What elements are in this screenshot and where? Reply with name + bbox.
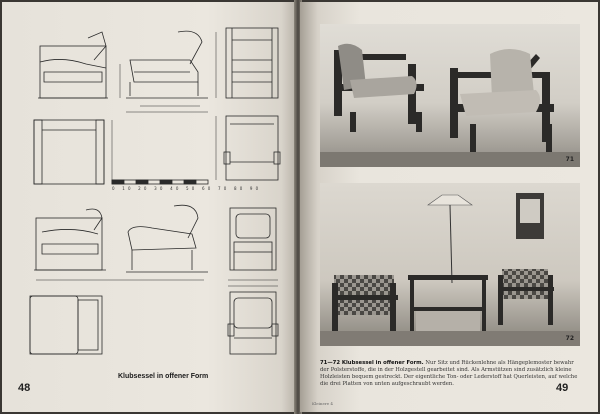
page-number-right: 49 (556, 382, 569, 394)
photo-armchairs (320, 24, 580, 167)
caption-text: Nur Sitz und Rückenlehne als Hängeplemoster bewahr der Polsterstoffe, die in der Holzgestell gearbeitet sind. Als Armstützen sind zusätzlich kleine Holzleisten bequem gestreckt. Der eigentliche Ton- oder Lederstoff hat Querleisten, auf welche die drei Platten von unten aufgeschraubt werden. (320, 360, 578, 387)
photo-1-number: 71 (565, 156, 574, 163)
photo-armchairs-image (320, 24, 580, 167)
drawing-chair1-front (226, 28, 278, 98)
drawing-chair1-top (216, 116, 280, 180)
scale-bar (112, 180, 208, 184)
drawing-chair1-section (126, 31, 208, 98)
right-page-caption (320, 360, 582, 388)
photo-2-number: 72 (565, 335, 574, 342)
drawing-chair2-top (228, 292, 278, 354)
drawing-chair2-plan (30, 296, 102, 354)
photo-interior (320, 183, 580, 346)
drawing-chair2-front (230, 208, 276, 270)
right-page (300, 2, 598, 412)
scale-labels: 0 10 20 30 40 50 60 70 80 90 (112, 186, 262, 191)
left-page-caption: Klubsessel in offener Form (118, 373, 209, 380)
drawing-chair2-section (126, 205, 208, 272)
drawing-chair1-plan (34, 120, 112, 184)
left-page (2, 2, 296, 412)
photo-interior-image (320, 183, 580, 346)
chair-drawings (2, 2, 296, 412)
footer-mark: Kleinere 4 (312, 401, 333, 406)
drawing-chair2-side (34, 209, 106, 270)
drawing-chair1-side (38, 32, 108, 98)
page-number-left: 48 (18, 382, 31, 394)
caption-heading: 71—72 Klubsessel in offener Form. (320, 360, 424, 366)
